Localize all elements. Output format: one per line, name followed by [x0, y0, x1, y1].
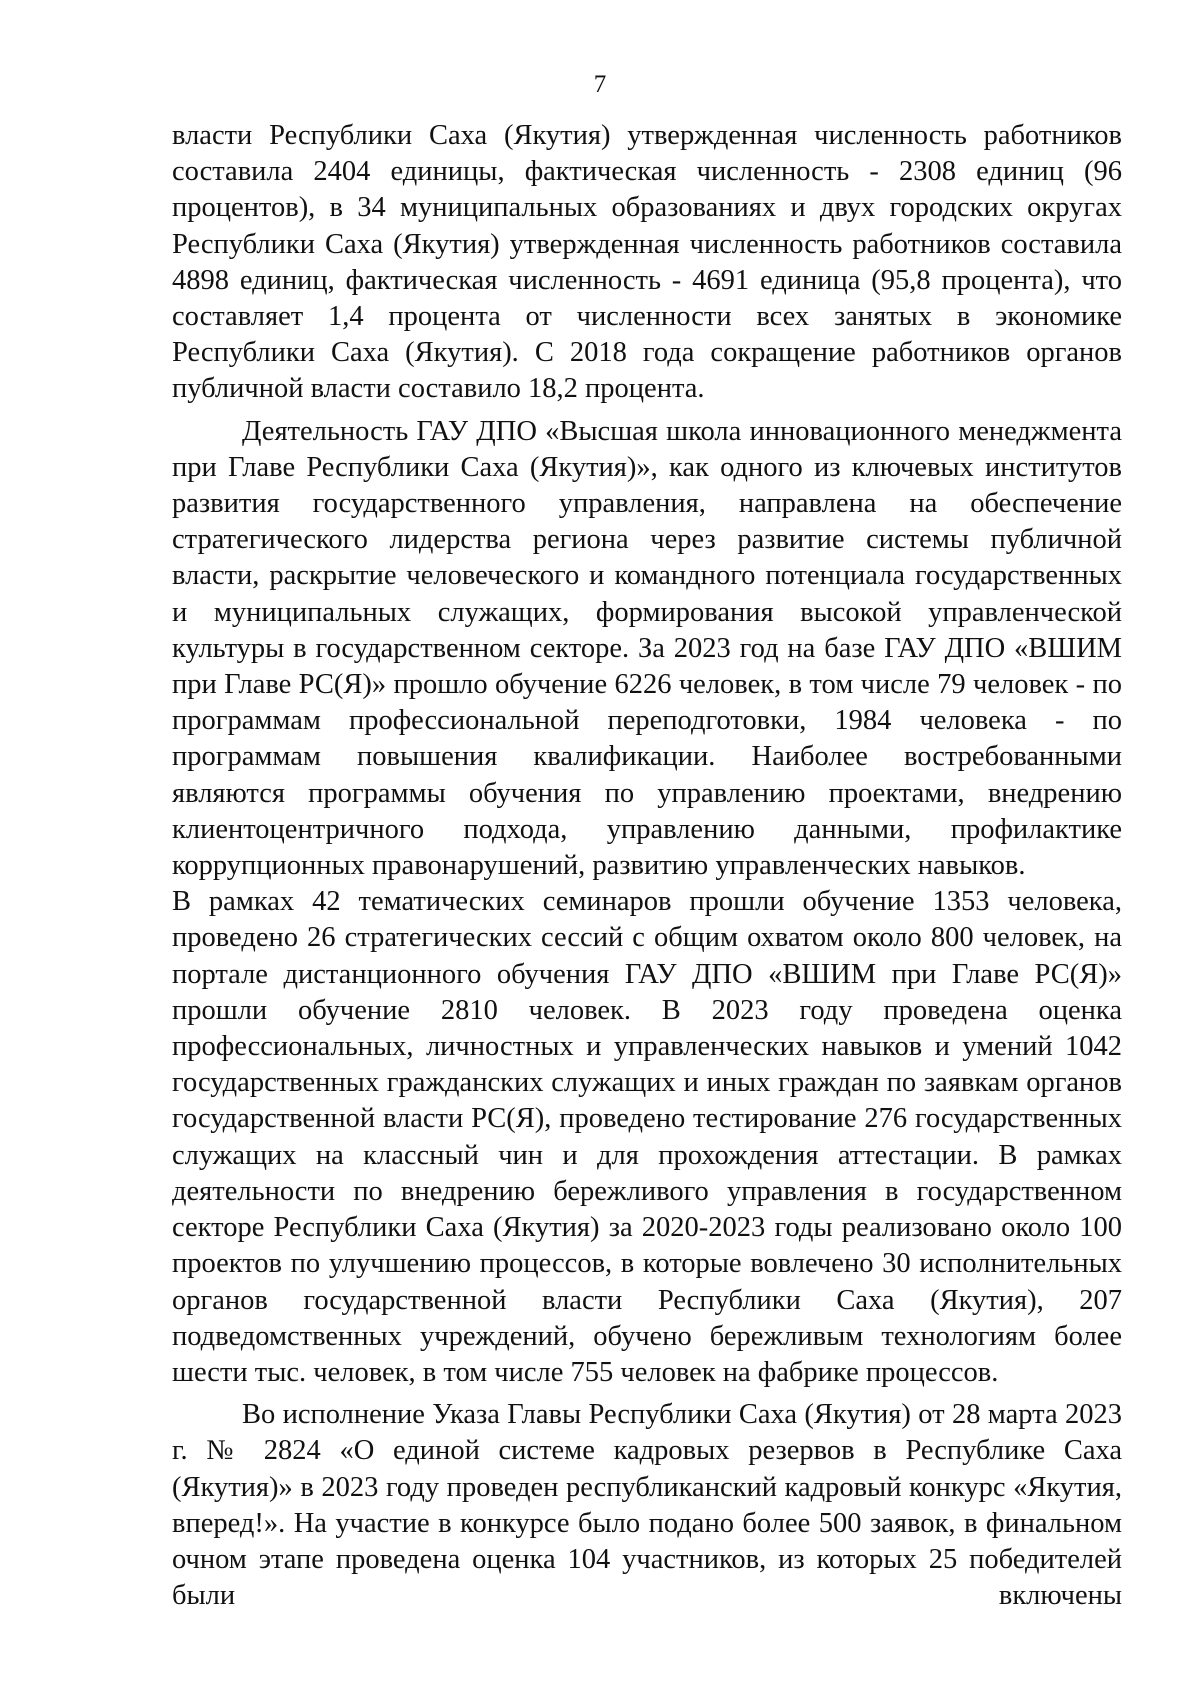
paragraph-continuation: власти Республики Саха (Якутия) утвержденная численность работников составила 2404 единицы, фактическая численность - 2308 единиц (96 процентов), в 34 муниципальных образованиях и двух городских округах Республики Саха (Якутия) утвержденная численность работников составила 4898 единиц, фактическая численность - 4691 единица (95,8 процента), что составляет 1,4 процента от численности всех занятых в экономике Республики Саха (Якутия). С 2018 года сокращение работников органов публичной власти составило 18,2 процента.	[172, 120, 1122, 405]
document-body	[172, 118, 1122, 1614]
page-number: 7	[593, 71, 607, 98]
paragraph-vshim-activity: Деятельность ГАУ ДПО «Высшая школа инновационного менеджмента при Главе Республики Саха (Якутия)», как одного из ключевых институтов развития государственного управления, направлена на обеспечение стратегического лидерства региона через развитие системы публичной власти, раскрытие человеческого и командного потенциала государственных и муниципальных служащих, формирования высокой управленческой культуры в государственном секторе. За 2023 год на базе ГАУ ДПО «ВШИМ при Главе РС(Я)» прошло обучение 6226 человек, в том числе 79 человек - по программам профессиональной переподготовки, 1984 человека - по программам повышения квалификации. Наиболее востребованными являются программы обучения по управлению проектами, внедрению клиентоцентричного подхода, управлению данными, профилактике коррупционных правонарушений, развитию управленческих навыков.	[172, 415, 1122, 882]
paragraph-seminars: В рамках 42 тематических семинаров прошли обучение 1353 человека, проведено 26 стратегических сессий с общим охватом около 800 человек, на портале дистанционного обучения ГАУ ДПО «ВШИМ при Главе РС(Я)» прошли обучение 2810 человек. В 2023 году проведена оценка профессиональных, личностных и управленческих навыков и умений 1042 государственных гражданских служащих и иных граждан по заявкам органов государственной власти РС(Я), проведено тестирование 276 государственных служащих на классный чин и для прохождения аттестации. В рамках деятельности по внедрению бережливого управления в государственном секторе Республики Саха (Якутия) за 2020-2023 годы реализовано около 100 проектов по улучшению процессов, в которые вовлечено 30 исполнительных органов государственной власти Республики Саха (Якутия), 207 подведомственных учреждений, обучено бережливым технологиям более шести тыс. человек, в том числе 755 человек на фабрике процессов.	[172, 886, 1122, 1388]
paragraph-personnel-reserve: Во исполнение Указа Главы Республики Саха (Якутия) от 28 марта 2023 г. № 2824 «О единой системе кадровых резервов в Республике Саха (Якутия)» в 2023 году проведен республиканский кадровый конкурс «Якутия, вперед!». На участие в конкурсе было подано более 500 заявок, в финальном очном этапе проведена оценка 104 участников, из которых 25 победителей были включены	[172, 1399, 1122, 1612]
